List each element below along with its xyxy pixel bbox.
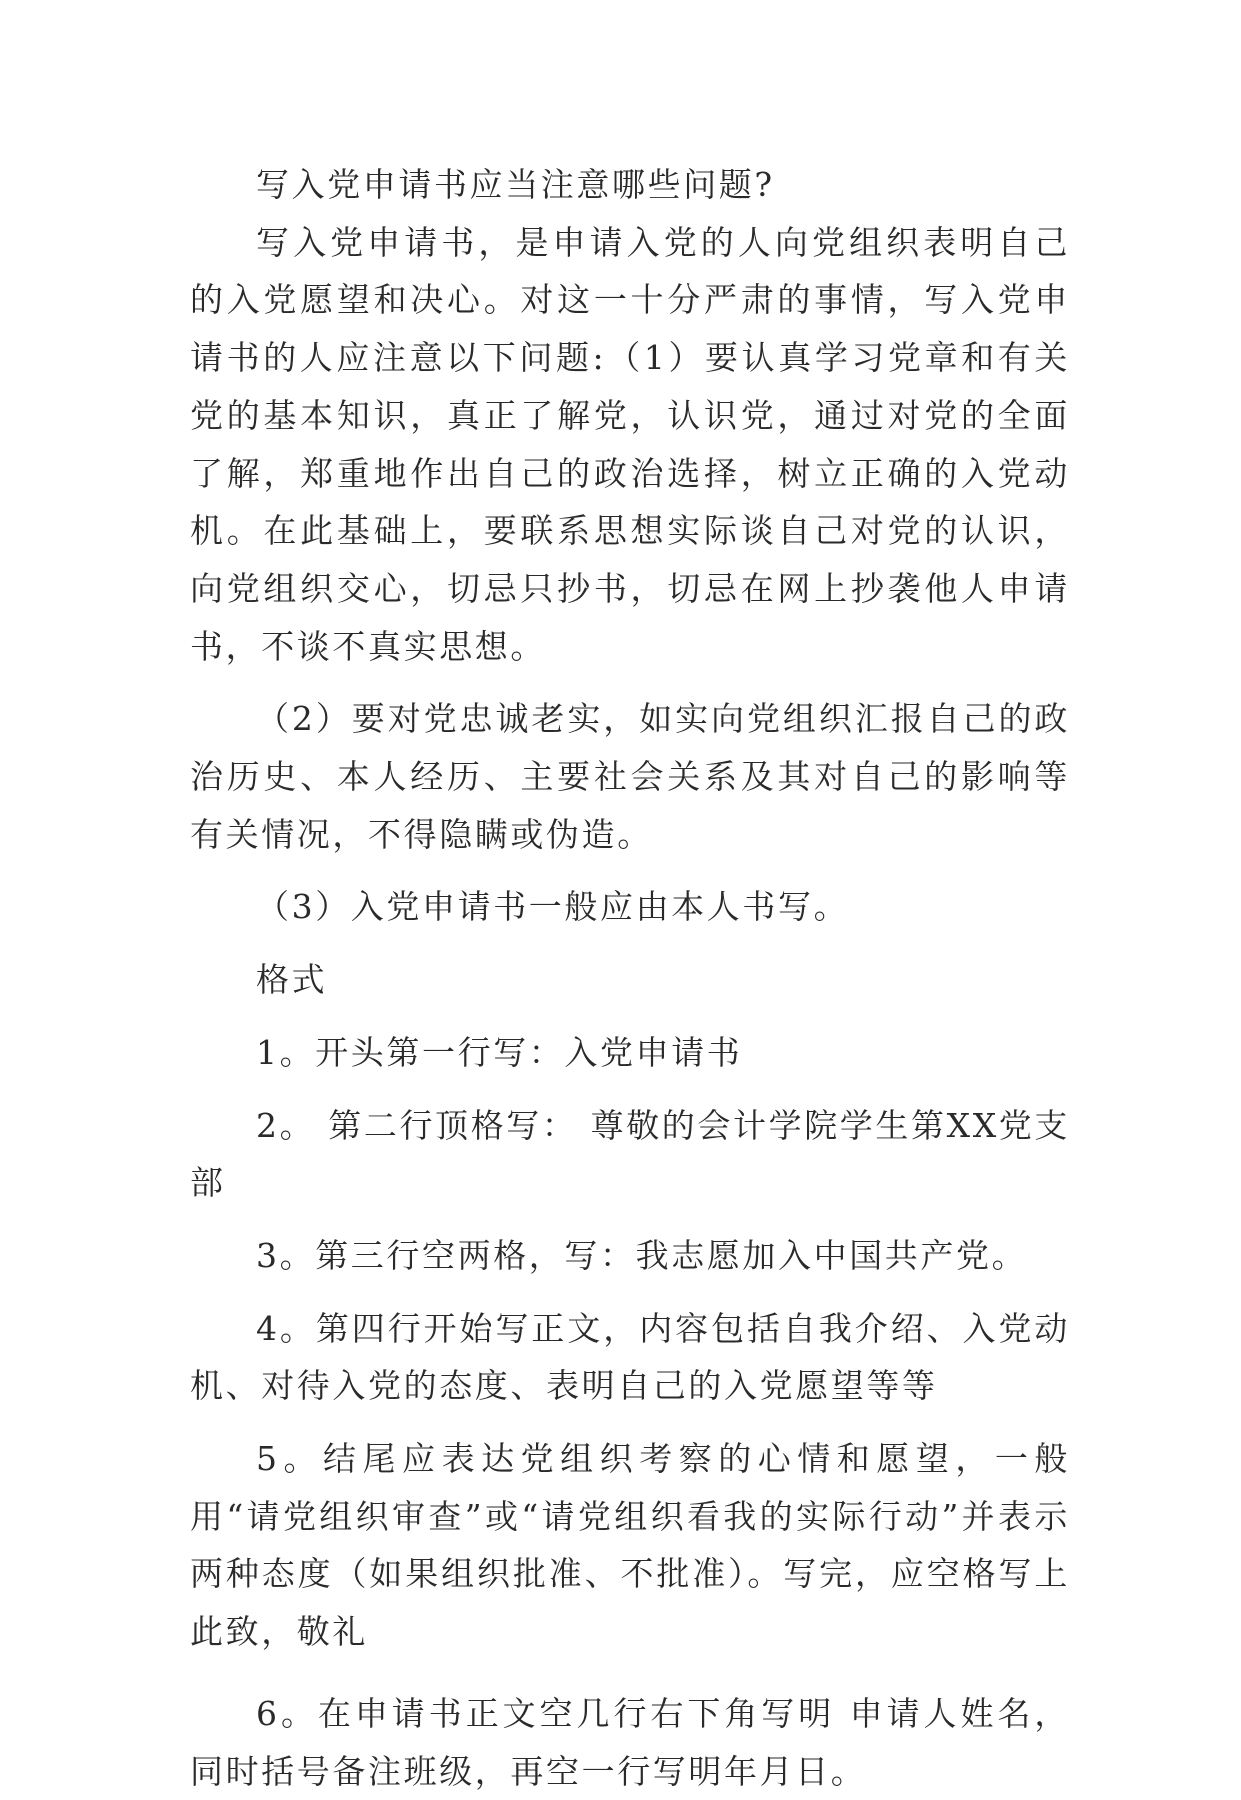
format-item-4: 4。第四行开始写正文，内容包括自我介绍、入党动机、对待入党的态度、表明自己的入党愿望等等 [190,1308,1070,1406]
document-body [190,156,1070,1800]
format-item-2: 2。 第二行顶格写： 尊敬的会计学院学生第XX党支部 [190,1105,1070,1203]
format-item-3: 3。第三行空两格，写：我志愿加入中国共产党。 [256,1235,1028,1275]
format-item-5: 5。结尾应表达党组织考察的心情和愿望，一般用“请党组织审查”或“请党组织看我的实际行动”并表示两种态度（如果组织批准、不批准）。写完，应空格写上 此致，敬礼 [190,1439,1070,1652]
document-title: 写入党申请书应当注意哪些问题? [256,165,775,204]
point-3-paragraph: （3）入党申请书一般应由本人书写。 [256,887,850,927]
format-heading: 格式 [256,960,328,1000]
point-2-paragraph: （2）要对党忠诚老实，如实向党组织汇报自己的政治历史、本人经历、主要社会关系及其对自己的影响等有关情况，不得隐瞒或伪造。 [190,699,1070,854]
format-item-6: 6。在申请书正文空几行右下角写明 申请人姓名，同时括号备注班级，再空一行写明年月日。 [190,1693,1070,1791]
intro-paragraph: 写入党申请书，是申请入党的人向党组织表明自己的入党愿望和决心。对这一十分严肃的事情，写入党申请书的人应注意以下问题:（1）要认真学习党章和有关党的基本知识，真正了解党，认识党，通过对党的全面了解，郑重地作出自己的政治选择，树立正确的入党动机。在此基础上，要联系思想实际谈自己对党的认识，向党组织交心，切忌只抄书，切忌在网上抄袭他人申请书，不谈不真实思想。 [190,222,1070,666]
format-item-1: 1。开头第一行写：入党申请书 [256,1032,743,1072]
